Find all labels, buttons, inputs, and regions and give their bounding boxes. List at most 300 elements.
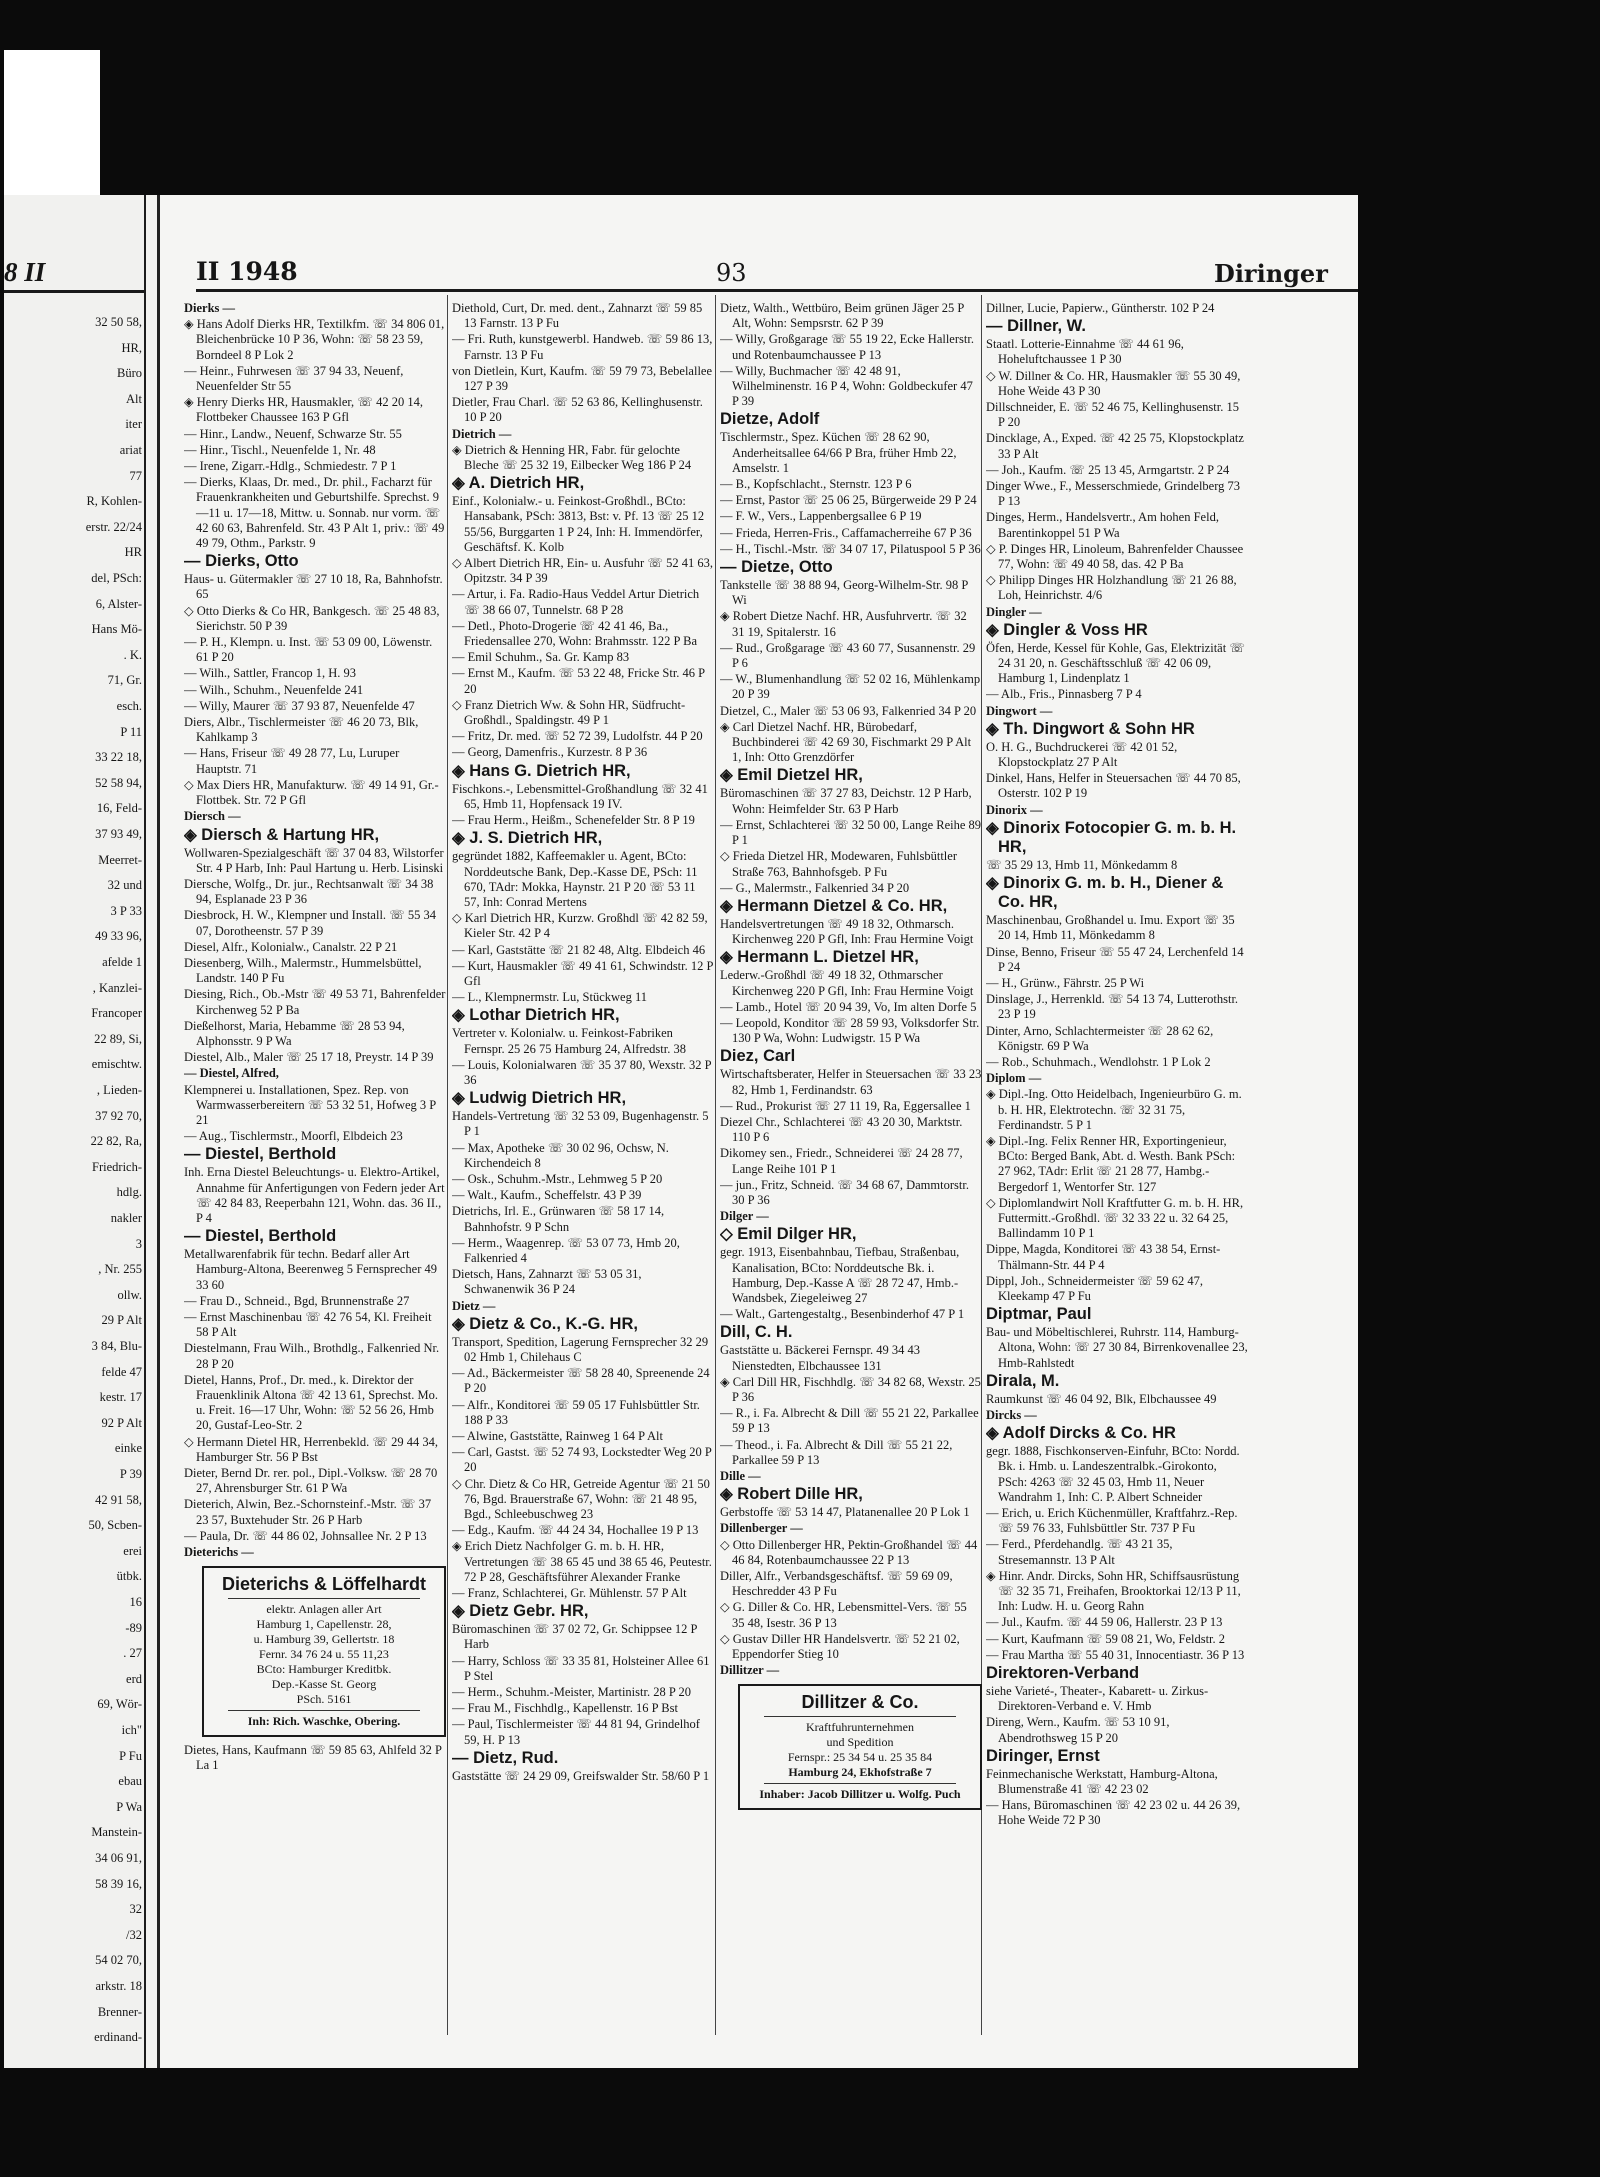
advertisement-address: Hamburg 24, Ekhofstraße 7 — [788, 1765, 932, 1780]
directory-entry: — F. W., Vers., Lappenbergsallee 6 P 19 — [720, 509, 922, 524]
directory-entry: — Harry, Schloss ☏ 33 35 81, Holsteiner Allee 61 P Stel — [452, 1653, 710, 1683]
directory-entry: — Karl, Gaststätte ☏ 21 82 48, Altg. Elbdeich 46 — [452, 942, 706, 957]
directory-entry: siehe Varieté-, Theater-, Kabarett- u. Zirkus-Direktoren-Verband e. V. Hmb — [986, 1684, 1209, 1714]
left-page-fragment: HR — [124, 545, 142, 560]
left-page-fragment: R, Kohlen- — [86, 494, 142, 509]
left-page-fragment: , Kanzlei- — [92, 980, 142, 995]
firm-heading: Dill, C. H. — [720, 1323, 793, 1342]
left-page-fragment: . K. — [123, 647, 142, 662]
advertisement-title: Dieterichs & Löffelhardt — [221, 1574, 427, 1595]
directory-entry: — Frau M., Fischhdlg., Kapellenstr. 16 P Bst — [452, 1701, 678, 1716]
left-page-fragment: /32 — [126, 1927, 142, 1942]
directory-entry: Raumkunst ☏ 46 04 92, Blk, Elbchaussee 49 — [986, 1391, 1217, 1406]
directory-entry: Dinkel, Hans, Helfer in Steuersachen ☏ 44 70 85, Osterstr. 102 P 19 — [986, 771, 1241, 801]
directory-entry: ◇ P. Dinges HR, Linoleum, Bahrenfelder Chaussee 77, Wohn: ☏ 49 40 58, das. 42 P Ba — [986, 541, 1244, 572]
left-page-fragment: , Lieden- — [96, 1083, 142, 1097]
directory-entry: — Ernst, Pastor ☏ 25 06 25, Bürgerweide 29 P 24 — [720, 493, 977, 508]
left-page-fragment: einke — [114, 1441, 142, 1456]
directory-entry: — Alb., Fris., Pinnasberg 7 P 4 — [986, 687, 1142, 702]
scan-border-gap — [100, 50, 1358, 195]
directory-entry: — Frau Martha ☏ 55 40 31, Innocentiastr. 36 P 13 — [986, 1647, 1245, 1662]
directory-entry: ◈ Dipl.-Ing. Felix Renner HR, Exportingenieur, BCto: Berged Bank, Abt. d. Westh. Bank PSch: 27 962, TAdr: Erlit ☏ 21 28 77, Hambg.-Bergedorf 1, Wentorfer Str. 127 — [986, 1133, 1236, 1194]
firm-heading: ◈ Dinorix Fotocopier G. m. b. H. HR, — [986, 818, 1237, 856]
directory-entry: Dinter, Arno, Schlachtermeister ☏ 28 62 62, Königstr. 69 P Wa — [986, 1023, 1214, 1053]
directory-entry: — Paul, Tischlermeister ☏ 44 81 94, Grindelhof 59, H. P 13 — [452, 1717, 700, 1747]
firm-heading: — Dietz, Rud. — [452, 1748, 559, 1767]
left-page-fragment: erstr. 22/24 — [85, 519, 142, 534]
directory-entry: Wollwaren-Spezialgeschäft ☏ 37 04 83, Wilstorfer Str. 4 P Harb, Inh: Paul Hartung u. Herb. Lisinski — [184, 845, 444, 875]
directory-entry: Dinse, Benno, Friseur ☏ 55 47 24, Lerchenfeld 14 P 24 — [986, 944, 1244, 974]
left-page-strip — [4, 195, 146, 2068]
directory-entry: Büromaschinen ☏ 37 27 83, Deichstr. 12 P Harb, Wohn: Heimfelder Str. 63 P Harb — [720, 786, 972, 816]
directory-entry: Metallwarenfabrik für techn. Bedarf aller Art Hamburg-Altona, Beerenweg 5 Fernsprecher 49 33 60 — [184, 1247, 438, 1292]
directory-entry: — Carl, Gastst. ☏ 52 74 93, Lockstedter Weg 20 P 20 — [452, 1445, 712, 1475]
directory-entry: Dikomey sen., Friedr., Schneiderei ☏ 24 28 77, Lange Reihe 101 P 1 — [720, 1146, 963, 1176]
left-page-fragment: hdlg. — [116, 1185, 142, 1200]
directory-entry: Direng, Wern., Kaufm. ☏ 53 10 91, Abendrothsweg 15 P 20 — [986, 1715, 1170, 1745]
left-page-fragment: ollw. — [117, 1287, 142, 1302]
directory-entry: Büromaschinen ☏ 37 02 72, Gr. Schippsee 12 P Harb — [452, 1622, 698, 1652]
firm-heading: ◈ Dingler & Voss HR — [986, 620, 1148, 639]
directory-entry: — Franz, Schlachterei, Gr. Mühlenstr. 57 P Alt — [452, 1586, 687, 1601]
directory-entry: Lederw.-Großhdl ☏ 49 18 32, Othmarscher Kirchenweg 220 P Gfl, Inh: Frau Hermine Voigt — [720, 968, 974, 998]
page-header-rule — [196, 289, 1378, 292]
left-page-fragment: P Wa — [116, 1799, 142, 1814]
left-page-fragment: , Nr. 255 — [98, 1262, 142, 1277]
directory-entry: ◇ Chr. Dietz & Co HR, Getreide Agentur ☏ 21 50 76, Bgd. Brauerstraße 67, Wohn: ☏ 21 48 95, Bgd., Schleebuschweg 23 — [452, 1476, 710, 1522]
firm-heading: Diez, Carl — [720, 1047, 796, 1066]
directory-entry: — Ferd., Pferdehandlg. ☏ 43 21 35, Stresemannstr. 13 P Alt — [986, 1537, 1173, 1567]
directory-entry: — Edg., Kaufm. ☏ 44 24 34, Hochallee 19 P 13 — [452, 1523, 699, 1538]
directory-entry: — Louis, Kolonialwaren ☏ 35 37 80, Wexstr. 32 P 36 — [452, 1057, 712, 1087]
firm-heading: ◇ Emil Dilger HR, — [720, 1225, 857, 1244]
directory-entry: Handels-Vertretung ☏ 32 53 09, Bugenhagenstr. 5 P 1 — [452, 1109, 709, 1139]
firm-heading: ◈ Dinorix G. m. b. H., Diener & Co. HR, — [986, 874, 1224, 912]
directory-entry: Dietzel, C., Maler ☏ 53 06 93, Falkenried 34 P 20 — [720, 703, 977, 718]
directory-entry: Diesel, Alfr., Kolonialw., Canalstr. 22 P 21 — [184, 939, 398, 954]
left-page-fragment: Francoper — [91, 1006, 142, 1021]
directory-entry: Vertreter v. Kolonialw. u. Feinkost-Fabriken Fernspr. 25 26 75 Hamburg 24, Alfredstr. 38 — [452, 1026, 686, 1056]
advertisement-box — [202, 1566, 446, 1737]
directory-entry: — Wilh., Schuhm., Neuenfelde 241 — [184, 682, 364, 697]
directory-entry: Diers, Albr., Tischlermeister ☏ 46 20 73, Blk, Kahlkamp 3 — [184, 715, 419, 745]
directory-entry: ◇ Hermann Dietel HR, Herrenbekld. ☏ 29 44 34, Hamburger Str. 56 P Bst — [184, 1434, 439, 1464]
directory-entry: — Willy, Großgarage ☏ 55 19 22, Ecke Hallerstr. und Rotenbaumchaussee P 13 — [720, 332, 974, 362]
left-page-fragment: HR, — [121, 340, 142, 355]
left-page-fragment: 37 93 49, — [95, 827, 142, 841]
page-number: 93 — [716, 259, 747, 287]
directory-entry: ◇ Diplomlandwirt Noll Kraftfutter G. m. b. H. HR, Futtermitt.-Großhdl. ☏ 32 33 22 u. 32 64 25, Ballindamm 10 P 1 — [986, 1195, 1244, 1241]
directory-entry: — Paula, Dr. ☏ 44 86 02, Johnsallee Nr. 2 P 13 — [184, 1528, 427, 1543]
directory-entry: — Lamb., Hotel ☏ 20 94 39, Vo, Im alten Dorfe 5 — [720, 999, 977, 1014]
left-page-fragment: Friedrich- — [92, 1159, 142, 1174]
directory-entry: Dippe, Magda, Konditorei ☏ 43 38 54, Ernst-Thälmann-Str. 44 P 4 — [986, 1242, 1221, 1272]
directory-entry: — Alfr., Konditorei ☏ 59 05 17 Fuhlsbüttler Str. 188 P 33 — [452, 1397, 700, 1427]
left-page-fragment: iter — [125, 417, 142, 432]
directory-entry: — Kurt, Kaufmann ☏ 59 08 21, Wo, Feldstr. 2 — [986, 1631, 1226, 1646]
directory-entry: ◈ Erich Dietz Nachfolger G. m. b. H. HR, Vertretungen ☏ 38 65 45 und 38 65 46, Peutestr. 72 P 28, Geschäftsführer Alexander Franke — [452, 1539, 712, 1584]
directory-entry: von Dietlein, Kurt, Kaufm. ☏ 59 79 73, Bebelallee 127 P 39 — [452, 363, 713, 394]
directory-entry: Dietsch, Hans, Zahnarzt ☏ 53 05 31, Schwanenwik 36 P 24 — [452, 1267, 642, 1297]
directory-entry: — H., Grünw., Fährstr. 25 P Wi — [986, 975, 1145, 990]
advertisement-line: PSch. 5161 — [296, 1692, 352, 1707]
left-page-fragment: Büro — [117, 366, 142, 381]
directory-entry: Diethold, Curt, Dr. med. dent., Zahnarzt ☏ 59 85 13 Farnstr. 13 P Fu — [452, 301, 703, 331]
directory-entry: — Joh., Kaufm. ☏ 25 13 45, Armgartstr. 2 P 24 — [986, 462, 1230, 477]
left-page-fragment: 3 — [135, 1236, 142, 1251]
left-page-fragment: 32 und — [107, 878, 142, 893]
directory-entry: — Frau Herm., Heißm., Schenefelder Str. 8 P 19 — [452, 813, 695, 828]
left-page-fragment: erd — [126, 1671, 142, 1686]
directory-entry: — Artur, i. Fa. Radio-Haus Veddel Artur Dietrich ☏ 38 66 07, Tunnelstr. 68 P 28 — [452, 587, 700, 617]
firm-heading: ◈ Dietz Gebr. HR, — [452, 1602, 589, 1621]
left-page-fragment: kestr. 17 — [99, 1390, 142, 1405]
directory-entry: Handelsvertretungen ☏ 49 18 32, Othmarsch. Kirchenweg 220 P Gfl, Inh: Frau Hermine Voigt — [720, 916, 974, 947]
scan-border-right — [1358, 0, 1600, 2177]
left-page-fragment: ich" — [121, 1723, 142, 1737]
left-page-fragment: 3 84, Blu- — [91, 1339, 142, 1353]
advertisement-divider — [228, 1710, 420, 1711]
directory-entry: Dießelhorst, Maria, Hebamme ☏ 28 53 94, Alphonsstr. 9 P Wa — [184, 1018, 405, 1048]
firm-heading: ◈ Lothar Dietrich HR, — [452, 1006, 620, 1025]
directory-entry: — Fri. Ruth, kunstgewerbl. Handweb. ☏ 59 86 13, Farnstr. 13 P Fu — [452, 332, 713, 362]
firm-heading: ◈ Th. Dingwort & Sohn HR — [986, 719, 1195, 738]
advertisement-line: Hamburg 1, Capellenstr. 28, — [256, 1617, 392, 1632]
advertisement-line: BCto: Hamburger Kreditbk. — [256, 1662, 392, 1677]
directory-entry: — Herm., Schuhm.-Meister, Martinistr. 28 P 20 — [452, 1685, 691, 1700]
directory-entry: ◇ Frieda Dietzel HR, Modewaren, Fuhlsbüttler Straße 763, Bahnhofsgeb. P Fu — [720, 849, 957, 879]
directory-entry: Gaststätte u. Bäckerei Fernspr. 49 34 43 Nienstedten, Elbchaussee 131 — [720, 1343, 920, 1373]
section-heading: Diplom — — [986, 1071, 1042, 1086]
directory-entry: — L., Klempnermstr. Lu, Stückweg 11 — [452, 990, 647, 1005]
section-heading: Dietz — — [452, 1298, 496, 1313]
directory-entry: Klempnerei u. Installationen, Spez. Rep. von Warmwasserbereitern ☏ 53 32 51, Hofweg 3 P 21 — [184, 1082, 436, 1127]
directory-entry: Diezel Chr., Schlachterei ☏ 43 20 30, Marktstr. 110 P 6 — [720, 1114, 963, 1145]
directory-entry: Tankstelle ☏ 38 88 94, Georg-Wilhelm-Str. 98 P Wi — [720, 578, 968, 608]
directory-entry: ◇ Otto Dillenberger HR, Pektin-Großhandel ☏ 44 46 84, Rotenbaumchaussee 22 P 13 — [720, 1537, 978, 1567]
directory-entry: — Georg, Damenfris., Kurzestr. 8 P 36 — [452, 745, 648, 760]
left-page-fragment: 16, Feld- — [96, 801, 142, 816]
directory-entry: ◇ Albert Dietrich HR, Ein- u. Ausfuhr ☏ 52 41 63, Opitzstr. 34 P 39 — [452, 556, 713, 586]
directory-entry: — Ernst M., Kaufm. ☏ 53 22 48, Fricke Str. 46 P 20 — [452, 666, 705, 696]
directory-entry: — Jul., Kaufm. ☏ 44 59 06, Hallerstr. 23 P 13 — [986, 1615, 1223, 1630]
left-page-fragment: 69, Wör- — [97, 1697, 142, 1712]
firm-heading: Direktoren-Verband — [986, 1664, 1140, 1683]
directory-entry: gegr. 1913, Eisenbahnbau, Tiefbau, Straßenbau, Kanalisation, BCto: Norddeutsche Bk. i. Hamburg, Dep.-Kasse A ☏ 28 72 47, Hmb.-Wandsbek, Ziegeleiweg 27 — [720, 1245, 960, 1305]
left-page-fragment: 34 06 91, — [95, 1851, 142, 1865]
firm-heading: ◈ A. Dietrich HR, — [452, 474, 585, 493]
directory-entry: Staatl. Lotterie-Einnahme ☏ 44 61 96, Hoheluftchaussee 1 P 30 — [986, 337, 1184, 367]
advertisement-box — [738, 1684, 982, 1810]
left-page-fragment: 71, Gr. — [107, 673, 142, 688]
directory-entry: Maschinenbau, Großhandel u. Imu. Export ☏ 35 20 14, Hmb 11, Mönkedamm 8 — [986, 913, 1235, 943]
directory-entry: O. H. G., Buchdruckerei ☏ 42 01 52, Klopstockplatz 27 P Alt — [986, 739, 1178, 770]
directory-entry: Dieter, Bernd Dr. rer. pol., Dipl.-Volksw. ☏ 28 70 27, Ahrensburger Str. 61 P Wa — [184, 1466, 438, 1496]
directory-entry: Haus- u. Gütermakler ☏ 27 10 18, Ra, Bahnhofstr. 65 — [184, 572, 443, 602]
firm-heading: ◈ Hermann Dietzel & Co. HR, — [720, 896, 948, 915]
directory-entry: — Hans, Büromaschinen ☏ 42 23 02 u. 44 26 39, Hohe Weide 72 P 30 — [986, 1798, 1241, 1828]
left-page-fragment: . 27 — [123, 1646, 142, 1661]
left-page-fragment: afelde 1 — [102, 955, 142, 969]
directory-entry: ☏ 35 29 13, Hmb 11, Mönkedamm 8 — [986, 857, 1178, 872]
left-page-fragment: 42 91 58, — [95, 1492, 142, 1507]
left-page-fragment: 22 82, Ra, — [90, 1134, 142, 1149]
section-heading: Dillitzer — — [720, 1663, 780, 1678]
directory-entry: Inh. Erna Diestel Beleuchtungs- u. Elektro-Artikel, Annahme für Anfertigungen von Federn jeder Art ☏ 42 84 83, Reeperbahn 121, Wohn. das. 36 II., P 4 — [184, 1165, 445, 1225]
advertisement-divider — [764, 1716, 956, 1717]
directory-entry: Diesbrock, H. W., Klempner und Install. ☏ 55 34 07, Dorotheenstr. 57 P 39 — [184, 908, 437, 938]
directory-entry: Diesenberg, Wilh., Malermstr., Hummelsbüttel, Landstr. 140 P Fu — [184, 955, 422, 986]
directory-entry: — Irene, Zigarr.-Hdlg., Schmiedestr. 7 P 1 — [184, 459, 397, 474]
firm-heading: ◈ Diersch & Hartung HR, — [184, 825, 380, 844]
section-heading: Dille — — [720, 1469, 761, 1483]
left-page-fragment: ütbk. — [116, 1569, 142, 1584]
section-heading: Dieterichs — — [184, 1545, 254, 1560]
directory-entry: — G., Malermstr., Falkenried 34 P 20 — [720, 880, 910, 895]
directory-entry: — Ernst Maschinenbau ☏ 42 76 54, Kl. Freiheit 58 P Alt — [184, 1309, 432, 1340]
directory-entry: ◇ Gustav Diller HR Handelsvertr. ☏ 52 21 02, Eppendorfer Stieg 10 — [720, 1631, 960, 1662]
left-page-fragment: 52 58 94, — [95, 775, 142, 790]
section-heading: Dilger — — [720, 1209, 769, 1224]
left-page-fragment: 3 P 33 — [110, 903, 142, 918]
directory-entry: — Fritz, Dr. med. ☏ 52 72 39, Ludolfstr. 44 P 20 — [452, 729, 703, 744]
directory-entry: Diesing, Rich., Ob.-Mstr ☏ 49 53 71, Bahrenfelder Kirchenweg 52 P Ba — [184, 987, 446, 1017]
directory-entry: Öfen, Herde, Kessel für Kohle, Gas, Elektrizität ☏ 24 31 20, n. Geschäftsschluß ☏ 42 06 09, Hamburg 1, Lindenplatz 1 — [986, 640, 1245, 686]
section-heading: Dierks — — [184, 301, 236, 315]
directory-entry: — Kurt, Hausmakler ☏ 49 41 61, Schwindstr. 12 P Gfl — [452, 958, 713, 988]
directory-entry: — Detl., Photo-Drogerie ☏ 42 41 46, Ba., Friedensallee 270, Wohn: Brahmsstr. 122 P Ba — [452, 618, 698, 649]
advertisement-owner: Inh: Rich. Waschke, Obering. — [247, 1714, 401, 1729]
left-page-fragment: 50, Scben- — [88, 1518, 142, 1533]
directory-entry: Diersche, Wolfg., Dr. jur., Rechtsanwalt ☏ 34 38 94, Esplanade 23 P 36 — [184, 876, 434, 907]
section-heading: Dinorix — — [986, 802, 1043, 817]
left-page-fragment: P Fu — [119, 1748, 142, 1763]
left-page-fragment: ariat — [119, 443, 142, 457]
scan-border-bottom — [0, 2068, 1600, 2177]
directory-entry: Dietler, Frau Charl. ☏ 52 63 86, Kellinghusenstr. 10 P 20 — [452, 395, 703, 425]
left-page-fragment: Brenner- — [97, 2004, 142, 2019]
directory-entry: — Rud., Großgarage ☏ 43 60 77, Susannenstr. 29 P 6 — [720, 640, 976, 671]
left-page-fragment: 37 92 70, — [95, 1108, 142, 1123]
firm-heading: ◈ Hans G. Dietrich HR, — [452, 761, 631, 780]
directory-entry: Dieterich, Alwin, Bez.-Schornsteinf.-Mstr. ☏ 37 23 57, Buxtehuder Str. 26 P Harb — [184, 1497, 432, 1527]
advertisement-divider — [764, 1783, 956, 1784]
directory-entry: Dinges, Herm., Handelsvertr., Am hohen Feld, Barentinkoppel 51 P Wa — [986, 510, 1219, 540]
directory-entry: — Theod., i. Fa. Albrecht & Dill ☏ 55 21 22, Parkallee 59 P 13 — [720, 1437, 953, 1467]
directory-entry: Dinslage, J., Herrenkld. ☏ 54 13 74, Lutterothstr. 23 P 19 — [986, 992, 1239, 1022]
directory-entry: — Hinr., Tischl., Neuenfelde 1, Nr. 48 — [184, 442, 376, 457]
section-heading: Dietrich — — [452, 426, 512, 441]
left-page-fragment: Meerret- — [98, 852, 142, 867]
directory-entry: Diller, Alfr., Verbandsgeschäftsf. ☏ 59 69 09, Heschredder 43 P Fu — [720, 1569, 953, 1599]
directory-entry: Dietz, Walth., Wettbüro, Beim grünen Jäger 25 P Alt, Wohn: Sempsrstr. 62 P 39 — [720, 301, 964, 331]
directory-entry: Dietrichs, Irl. E., Grünwaren ☏ 58 17 14, Bahnhofstr. 9 P Schn — [452, 1204, 665, 1234]
column-4 — [986, 301, 1248, 2021]
advertisement-owner: Inhaber: Jacob Dillitzer u. Wolfg. Puch — [759, 1787, 961, 1802]
left-page-header: 8 II — [4, 257, 46, 287]
advertisement-line: Kraftfuhrunternehmen — [806, 1720, 914, 1735]
left-page-fragment: ebau — [118, 1774, 142, 1789]
left-page-fragment: Hans Mö- — [91, 622, 142, 637]
left-page-fragment: 32 — [129, 1902, 142, 1917]
firm-heading: Diringer, Ernst — [986, 1746, 1100, 1765]
directory-entry: — Walt., Gartengestaltg., Besenbinderhof 47 P 1 — [720, 1307, 965, 1322]
page-header — [196, 257, 1376, 291]
advertisement-line: u. Hamburg 39, Gellertstr. 18 — [253, 1632, 395, 1647]
directory-entry: ◈ Hinr. Andr. Dircks, Sohn HR, Schiffsausrüstung ☏ 32 35 71, Freihafen, Brooktorkai 12/13 P 11, Inh: Ludw. H. u. Georg Rahn — [986, 1568, 1241, 1614]
directory-entry: — Frieda, Herren-Fris., Caffamacherreihe 67 P 36 — [720, 525, 972, 540]
directory-entry: ◈ Dipl.-Ing. Otto Heidelbach, Ingenieurbüro G. m. b. H. HR, Elektrotechn. ☏ 32 31 75, Ferdinandstr. 5 P 1 — [986, 1087, 1242, 1132]
firm-heading: Dirala, M. — [986, 1371, 1060, 1390]
firm-heading: — Diestel, Berthold — [184, 1227, 337, 1246]
firm-heading: ◈ Dietz & Co., K.-G. HR, — [452, 1314, 638, 1333]
directory-entry: Diestel, Alb., Maler ☏ 25 17 18, Preystr. 14 P 39 — [184, 1050, 434, 1065]
advertisement-line: Dep.-Kasse St. Georg — [271, 1677, 377, 1692]
directory-entry: — Willy, Maurer ☏ 37 93 87, Neuenfelde 47 — [184, 698, 415, 713]
directory-entry: — Erich, u. Erich Küchenmüller, Kraftfahrz.-Rep. ☏ 59 76 33, Fuhlsbüttler Str. 737 P Fu — [986, 1506, 1238, 1536]
directory-entry: Diestelmann, Frau Wilh., Brothdlg., Falkenried Nr. 28 P 20 — [184, 1341, 440, 1371]
directory-entry: — Leopold, Konditor ☏ 28 59 93, Volksdorfer Str. 130 P Wa, Wohn: Ludwigstr. 15 P Wa — [720, 1015, 980, 1046]
left-page-fragment: 29 P Alt — [101, 1313, 142, 1328]
section-heading: Dillenberger — — [720, 1521, 803, 1536]
directory-entry: Dietel, Hanns, Prof., Dr. med., k. Direktor der Frauenklinik Altona ☏ 42 13 61, Sprechst. Mo. u. Freit. 16—17 Uhr, Wohn: ☏ 52 56 26, Hmb 20, Gustaf-Leo-Str. 2 — [184, 1372, 439, 1433]
advertisement-title: Dillitzer & Co. — [801, 1692, 919, 1713]
directory-entry: gegr. 1888, Fischkonserven-Einfuhr, BCto: Nordd. Bk. i. Hmb. u. Landeszentralbk.-Girokonto, PSch: 4263 ☏ 32 45 03, Hmb 11, Neuer Wandrahm 1, Inh: C. P. Albert Schneider — [986, 1444, 1240, 1504]
directory-entry: Einf., Kolonialw.- u. Feinkost-Großhdl., BCto: Hansabank, PSch: 3813, Bst: v. Pf. 13 ☏ 25 12 55/56, Burggarten 1 P 24, Inh: H. Immendörfer, Geschäftsf. K. Kolb — [452, 494, 705, 554]
directory-entry: Dietes, Hans, Kaufmann ☏ 59 85 63, Ahlfeld 32 P La 1 — [184, 1743, 442, 1773]
left-page-fragment: del, PSch: — [91, 571, 142, 585]
column-divider — [447, 295, 448, 2035]
directory-entry: — Emil Schuhm., Sa. Gr. Kamp 83 — [452, 650, 630, 665]
left-page-fragment: 22 89, Si, — [94, 1031, 142, 1046]
left-page-fragment: P 39 — [119, 1467, 142, 1481]
section-heading: Dircks — — [986, 1407, 1037, 1422]
firm-heading: ◈ Adolf Dircks & Co. HR — [986, 1424, 1176, 1443]
firm-heading: ◈ Ludwig Dietrich HR, — [452, 1089, 627, 1108]
directory-entry: ◈ Carl Dill HR, Fischhdlg. ☏ 34 82 68, Wexstr. 25 P 36 — [720, 1374, 981, 1404]
directory-entry: — Alwine, Gaststätte, Rainweg 1 64 P Alt — [452, 1429, 663, 1443]
directory-entry: — Willy, Buchmacher ☏ 42 48 91, Wilhelminenstr. 16 P 4, Wohn: Goldbeckufer 47 P 39 — [720, 363, 973, 409]
directory-entry: ◇ W. Dillner & Co. HR, Hausmakler ☏ 55 30 49, Hohe Weide 43 P 30 — [986, 368, 1241, 398]
left-page-fragment: 6, Alster- — [95, 596, 142, 611]
page-header-keyword: Diringer — [1214, 259, 1328, 288]
directory-entry: ◈ Robert Dietze Nachf. HR, Ausfuhrvertr. ☏ 32 31 19, Spitalerstr. 16 — [720, 609, 967, 639]
page-header-year: II 1948 — [196, 257, 298, 286]
directory-entry: ◈ Carl Dietzel Nachf. HR, Bürobedarf, Buchbinderei ☏ 42 69 30, Fischmarkt 29 P Alt 1, Inh: Otto Grenzdörfer — [720, 719, 972, 765]
left-page-fragment: emischtw. — [91, 1057, 142, 1072]
directory-entry: — Walt., Kaufm., Scheffelstr. 43 P 39 — [452, 1188, 642, 1203]
firm-heading: Diptmar, Paul — [986, 1305, 1092, 1324]
section-heading: Diersch — — [184, 809, 241, 824]
firm-heading: — Dierks, Otto — [184, 552, 299, 571]
directory-entry: — Rud., Prokurist ☏ 27 11 19, Ra, Eggersallee 1 — [720, 1098, 971, 1113]
directory-entry: — Dierks, Klaas, Dr. med., Dr. phil., Facharzt für Frauenkrankheiten und Geburtshilfe. Sprechst. 9—11 u. 17—18, Mittw. u. Sonnab. nur vorm. ☏ 42 60 63, Bahrenfeld. Str. 43 P Alt 1, priv.: ☏ 49 49 79, Othm., Parkstr. 9 — [184, 475, 445, 551]
directory-entry: — R., i. Fa. Albrecht & Dill ☏ 55 21 22, Parkallee 59 P 13 — [720, 1406, 979, 1436]
directory-entry: Bau- und Möbeltischlerei, Ruhrstr. 114, Hamburg-Altona, Wohn: ☏ 27 30 84, Birrenkovenallee 23, Hmb-Rahlstedt — [986, 1325, 1248, 1370]
column-2 — [452, 301, 714, 2021]
directory-entry: — Herm., Waagenrep. ☏ 53 07 73, Hmb 20, Falkenried 4 — [452, 1235, 680, 1265]
left-page-fragment: erei — [123, 1543, 142, 1558]
directory-entry: ◇ Philipp Dinges HR Holzhandlung ☏ 21 26 88, Loh, Heinrichstr. 4/6 — [986, 573, 1237, 603]
firm-heading: ◈ Hermann L. Dietzel HR, — [720, 948, 919, 967]
directory-entry: ◇ Karl Dietrich HR, Kurzw. Großhdl ☏ 42 82 59, Kieler Str. 42 P 4 — [452, 911, 708, 941]
advertisement-line: elektr. Anlagen aller Art — [266, 1602, 382, 1617]
firm-heading: — Diestel, Berthold — [184, 1145, 337, 1164]
directory-entry: — W., Blumenhandlung ☏ 52 02 16, Mühlenkamp 20 P 39 — [720, 672, 981, 702]
directory-entry: Wirtschaftsberater, Helfer in Steuersachen ☏ 33 23 82, Hmb 1, Ferdinandstr. 63 — [720, 1067, 982, 1097]
left-page-fragment: felde 47 — [101, 1364, 142, 1379]
left-page-fragment: 92 P Alt — [101, 1415, 142, 1430]
left-page-fragment: -89 — [125, 1620, 142, 1635]
left-page-fragment: P 11 — [120, 724, 142, 739]
directory-entry: — Max, Apotheke ☏ 30 02 96, Ochsw, N. Kirchendeich 8 — [452, 1140, 669, 1170]
firm-heading: — Dietze, Otto — [720, 558, 833, 577]
directory-entry: Dinger Wwe., F., Messerschmiede, Grindelberg 73 P 13 — [986, 479, 1241, 509]
directory-entry: — Hans, Friseur ☏ 49 28 77, Lu, Luruper Hauptstr. 71 — [184, 746, 400, 776]
advertisement-divider — [228, 1598, 420, 1599]
left-page-fragment: 32 50 58, — [95, 315, 142, 329]
advertisement-line: und Spedition — [826, 1735, 894, 1750]
left-page-fragment: Manstein- — [91, 1825, 142, 1840]
directory-entry: ◈ Henry Dierks HR, Hausmakler, ☏ 42 20 14, Flottbeker Chaussee 163 P Gfl — [184, 395, 423, 425]
directory-entry: ◇ Max Diers HR, Manufakturw. ☏ 49 14 91, Gr.-Flottbek. Str. 72 P Gfl — [184, 777, 439, 808]
directory-entry: — Ernst, Schlachterei ☏ 32 50 00, Lange Reihe 89 P 1 — [720, 817, 982, 848]
directory-entry: ◈ Hans Adolf Dierks HR, Textilkfm. ☏ 34 806 01, Bleichenbrücke 10 P 36, Wohn: ☏ 58 23 59, Borndeel 8 P Lok 2 — [184, 317, 445, 362]
left-page-fragment: 58 39 16, — [95, 1876, 142, 1891]
directory-entry: ◇ Otto Dierks & Co HR, Bankgesch. ☏ 25 48 83, Sierichstr. 50 P 39 — [184, 603, 440, 633]
firm-heading: ◈ Robert Dille HR, — [720, 1485, 863, 1504]
directory-entry: Dillner, Lucie, Papierw., Güntherstr. 102 P 24 — [986, 301, 1215, 315]
left-page-fragment: erdinand- — [94, 2030, 142, 2045]
left-page-fragment: nakler — [110, 1211, 142, 1225]
firm-heading: Dietze, Adolf — [720, 410, 820, 429]
left-page-fragment: 16 — [129, 1595, 142, 1609]
directory-entry: — Heinr., Fuhrwesen ☏ 37 94 33, Neuenf, Neuenfelder Str 55 — [184, 363, 404, 394]
firm-heading: ◈ J. S. Dietrich HR, — [452, 829, 603, 848]
firm-heading: ◈ Emil Dietzel HR, — [720, 766, 863, 785]
directory-entry: — P. H., Klempn. u. Inst. ☏ 53 09 00, Löwenstr. 61 P 20 — [184, 635, 433, 665]
directory-entry: — Osk., Schuhm.-Mstr., Lehmweg 5 P 20 — [452, 1171, 663, 1186]
left-page-header-rule — [4, 290, 144, 293]
directory-entry: — Ad., Bäckermeister ☏ 58 28 40, Spreenende 24 P 20 — [452, 1366, 710, 1396]
left-page-fragment: 33 22 18, — [95, 750, 142, 765]
left-page-fragment: 49 33 96, — [95, 929, 142, 944]
directory-entry: Dillschneider, E. ☏ 52 46 75, Kellinghusenstr. 15 P 20 — [986, 400, 1239, 430]
directory-entry: Dincklage, A., Exped. ☏ 42 25 75, Klopstockplatz 33 P Alt — [986, 431, 1244, 461]
advertisement-line: Fernr. 34 76 24 u. 55 11,23 — [259, 1647, 389, 1662]
directory-entry: ◇ Franz Dietrich Ww. & Sohn HR, Südfrucht-Großhdl., Spaldingstr. 49 P 1 — [452, 697, 686, 728]
directory-entry: — B., Kopfschlacht., Sternstr. 123 P 6 — [720, 477, 912, 492]
directory-entry: ◈ Dietrich & Henning HR, Fabr. für gelochte Bleche ☏ 25 32 19, Eilbecker Weg 186 P 24 — [452, 442, 692, 473]
left-page-fragment: arkstr. 18 — [95, 1979, 142, 1993]
column-3 — [720, 301, 982, 2021]
directory-entry: — Wilh., Sattler, Francop 1, H. 93 — [184, 666, 357, 681]
directory-entry: Tischlermstr., Spez. Küchen ☏ 28 62 90, Anderheitsallee 64/66 P Bra, früher Hmb 22, Amselstr. 1 — [720, 430, 957, 475]
directory-entry: — Diestel, Alfred, — [184, 1066, 279, 1081]
column-divider — [715, 295, 716, 2035]
directory-entry: ◇ G. Diller & Co. HR, Lebensmittel-Vers. ☏ 55 35 48, Isestr. 36 P 13 — [720, 1600, 967, 1630]
firm-heading: — Dillner, W. — [986, 317, 1086, 336]
section-heading: Dingwort — — [986, 703, 1053, 718]
directory-entry: Fischkons.-, Lebensmittel-Großhandlung ☏ 32 41 65, Hmb 11, Hopfensack 19 IV. — [452, 781, 708, 811]
directory-page — [160, 195, 1358, 2068]
directory-entry: Gaststätte ☏ 24 29 09, Greifswalder Str. 58/60 P 1 — [452, 1768, 710, 1783]
directory-entry: Dippl, Joh., Schneidermeister ☏ 59 62 47, Kleekamp 47 P Fu — [986, 1273, 1203, 1303]
advertisement-line: Fernspr.: 25 34 54 u. 25 35 84 — [787, 1750, 933, 1765]
directory-entry: gegründet 1882, Kaffeemakler u. Agent, BCto: Norddeutsche Bank, Dep.-Kasse DE, PSch: 11 670, TAdr: Mokka, Haynstr. 21 P 20 ☏ 53 11 57, Inh: Conrad Mertens — [452, 849, 698, 909]
column-1 — [184, 301, 446, 2021]
directory-entry: — jun., Fritz, Schneid. ☏ 34 68 67, Dammtorstr. 30 P 36 — [720, 1177, 969, 1207]
